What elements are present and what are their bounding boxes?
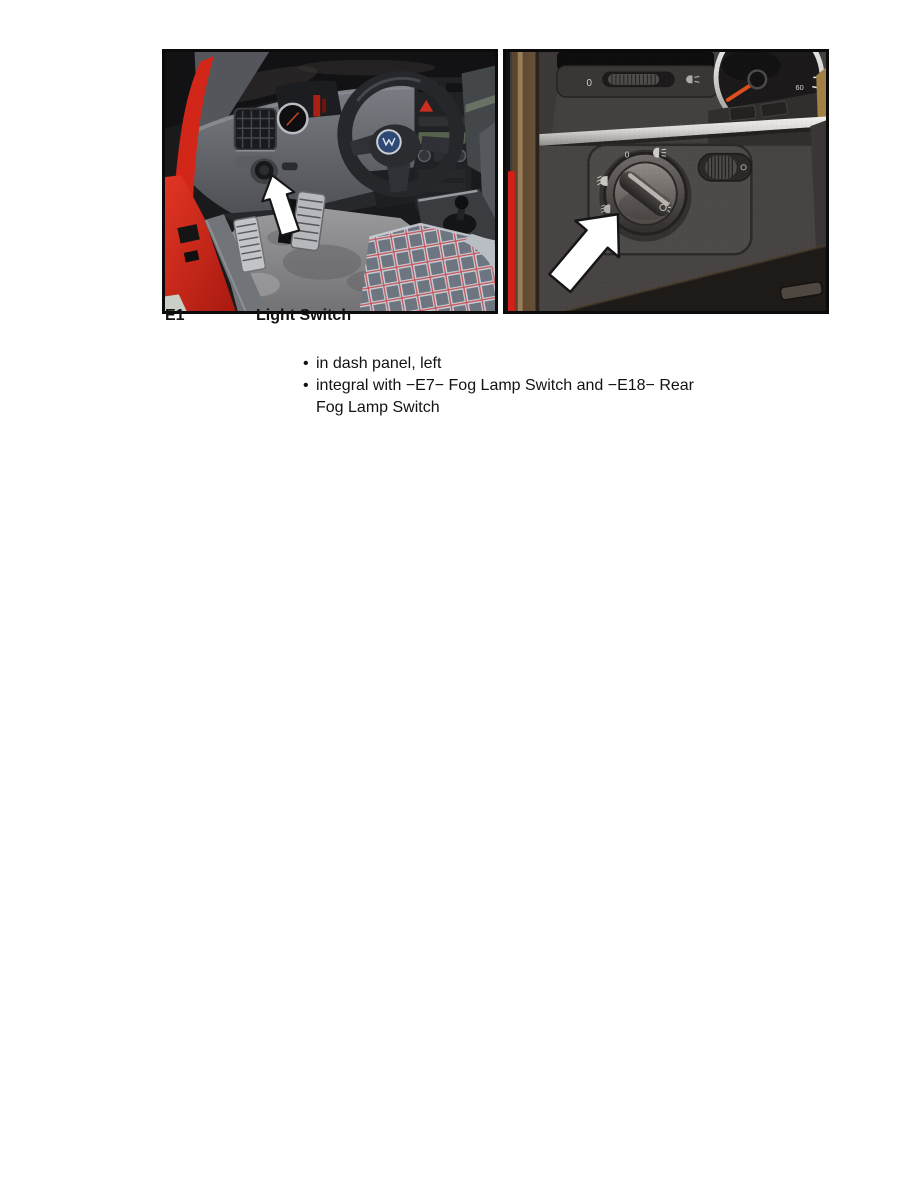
- bullet-text: integral with −E7− Fog Lamp Switch and −E18− Rear: [316, 377, 694, 394]
- interior-overview-drawing: [165, 52, 495, 311]
- shift-knob: [455, 196, 469, 210]
- bullet-item: [303, 375, 694, 397]
- vw-badge-icon: [377, 130, 401, 153]
- door-edge-red: [508, 171, 515, 311]
- air-vent: [235, 109, 276, 168]
- bullet-item-continuation: [303, 397, 694, 419]
- bullet-item: [303, 353, 694, 375]
- bullet-list: [303, 353, 694, 419]
- component-title: Light Switch: [256, 307, 352, 324]
- interior-overview-photo: [162, 49, 498, 314]
- plaid-seat: [359, 224, 495, 311]
- light-switch-drawing: [506, 52, 826, 311]
- dial-zero-label: 0: [624, 149, 630, 160]
- range-zero-label: 0: [586, 78, 592, 90]
- bullet-marker: •: [303, 355, 309, 372]
- bullet-text: in dash panel, left: [316, 355, 442, 372]
- tach-number-60: 60: [795, 83, 804, 93]
- bullet-text: Fog Lamp Switch: [316, 399, 440, 416]
- bullet-marker: •: [303, 377, 309, 394]
- light-switch-closeup-photo: [503, 49, 829, 314]
- bullet-marker-spacer: [303, 397, 316, 419]
- component-code: E1: [165, 307, 185, 324]
